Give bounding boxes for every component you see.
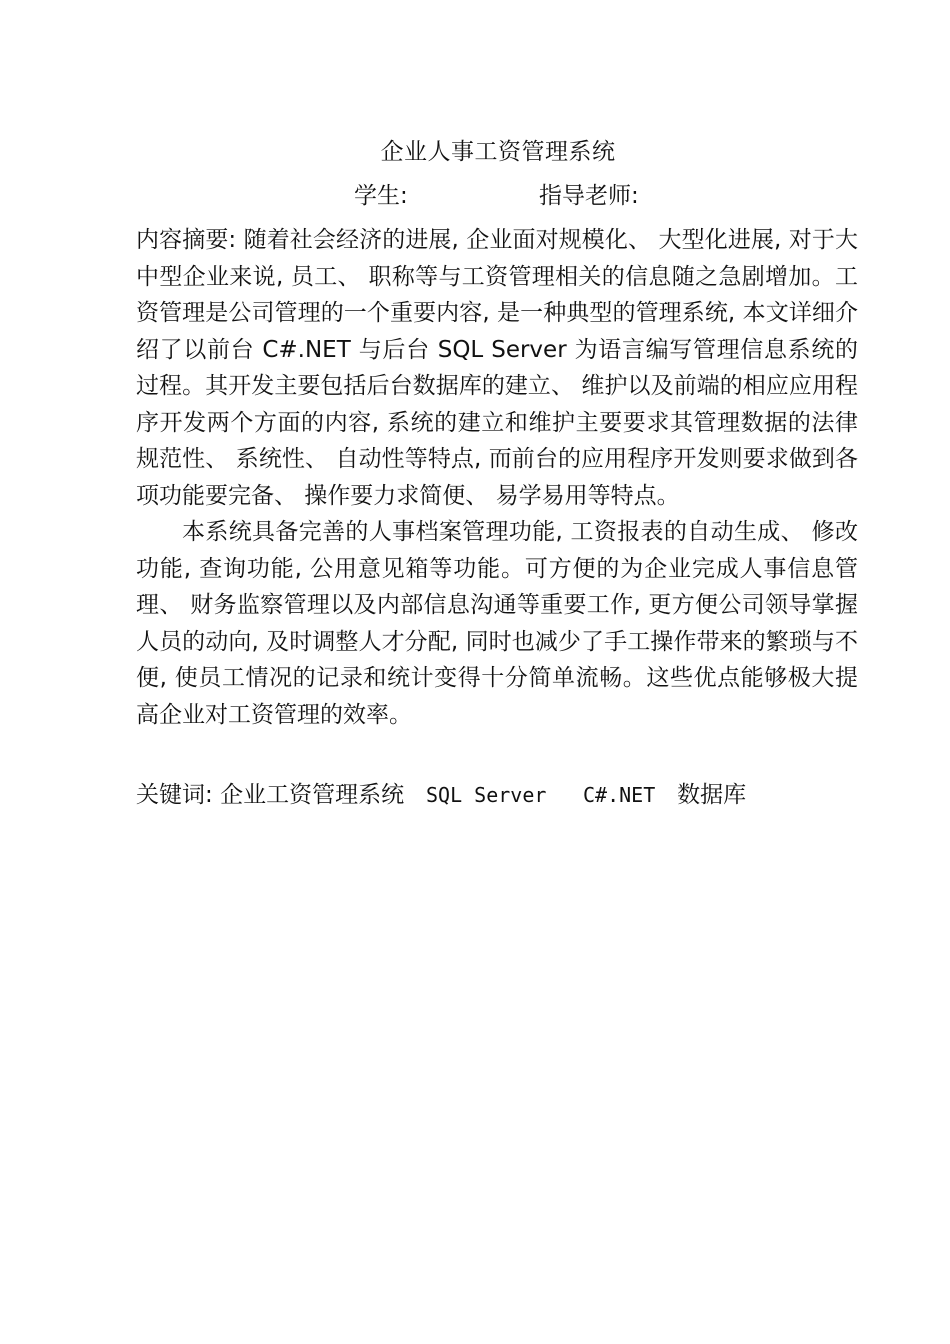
abstract-paragraph-1: 内容摘要: 随着社会经济的进展, 企业面对规模化、 大型化进展, 对于大中型企业来说, 员工、 职称等与工资管理相关的信息随之急剧增加。工资管理是公司管理的一个重要内容, 是一种典型的管理系统, 本文详细介绍了以前台 C#.NET 与后台 SQL Server 为语言编写管理信息系统的过程。其开发主要包括后台数据库的建立、 维护以及前端的相应应用程序开发两个方面的内容, 系统的建立和维护主要要求其管理数据的法律规范性、 系统性、 自动性等特点, 而前台的应用程序开发则要求做到各项功能要完备、 操作要力求简便、 易学易用等特点。 — [136, 227, 858, 509]
keywords-label: 关键词: — [136, 782, 213, 808]
keyword-item: C#.NET — [582, 783, 656, 807]
student-label: 学生: — [354, 183, 408, 209]
advisor-label: 指导老师: — [539, 183, 639, 209]
keyword-item: 数据库 — [677, 782, 747, 808]
abstract-paragraph-2: 本系统具备完善的人事档案管理功能, 工资报表的自动生成、 修改功能, 查询功能, 公用意见箱等功能。可方便的为企业完成人事信息管理、 财务监察管理以及内部信息沟通等重要工作, 更方便公司领导掌握人员的动向, 及时调整人才分配, 同时也减少了手工操作带来的繁琐与不便, 使员工情况的记录和统计变得十分简单流畅。这些优点能够极大提高企业对工资管理的效率。 — [136, 519, 858, 728]
keyword-item: SQL Server — [426, 783, 547, 807]
keyword-item: 企业工资管理系统 — [220, 782, 405, 808]
document-title: 企业人事工资管理系统 — [380, 139, 616, 165]
author-line — [0, 180, 950, 212]
abstract — [136, 222, 858, 733]
keywords-line — [136, 777, 858, 813]
